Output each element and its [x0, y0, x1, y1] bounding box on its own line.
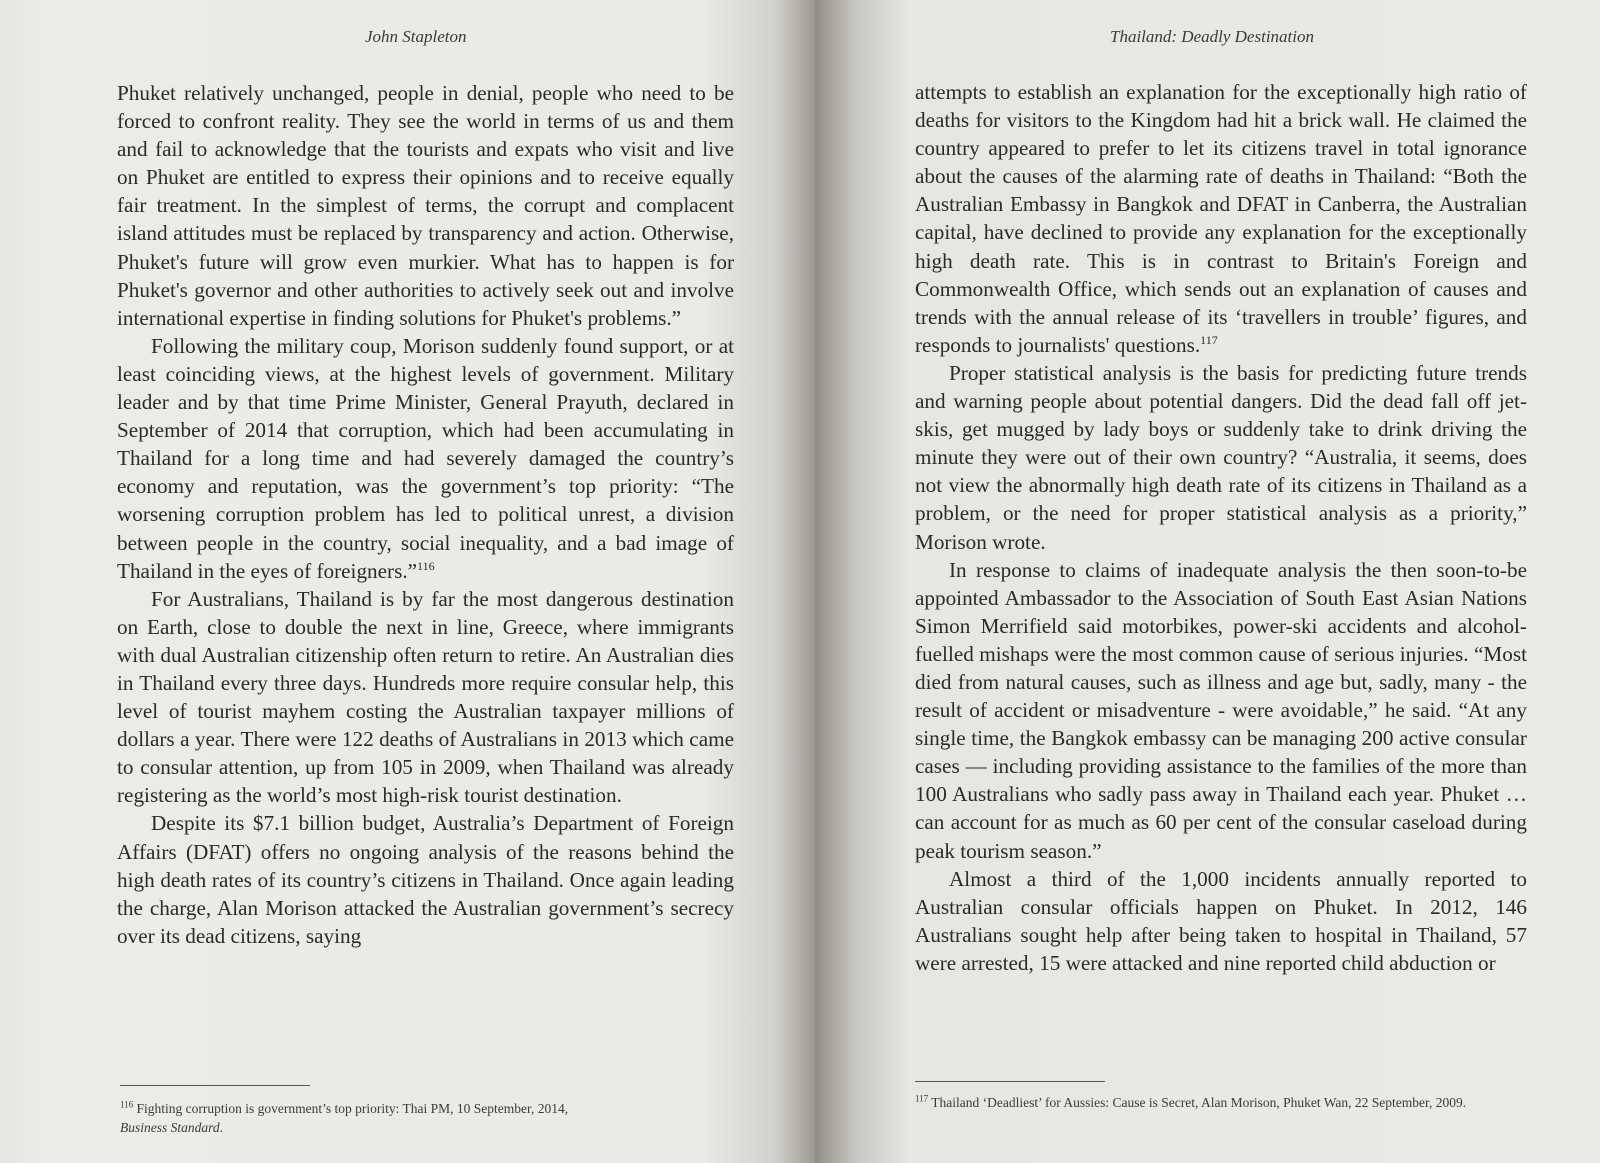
paragraph: attempts to establish an explanation for the exceptionally high ratio of deaths for visitors to the Kingdom had hit a brick wall. He claimed the country appeared to prefer to let its citizens travel in total ignorance about the causes of the alarming rate of deaths in Thailand: “Both the Australian Embassy in Bangkok and DFAT in Canberra, the Australian capital, have declined to provide any explanation for the exceptionally high death rate. This is in contrast to Britain's Foreign and Commonwealth Office, which sends out an explanation of causes and trends with the annual release of its ‘travellers in trouble’ figures, and responds to journalists' questions.$^{117}$: [915, 80, 1527, 357]
paragraph: Proper statistical analysis is the basis for predicting future trends and warning people about potential dangers. Did the dead fall off jet-skis, get mugged by lady boys or suddenly take to drink driving the minute they were out of their own country? “Australia, it seems, does not view the abnormally high death rate of its citizens in Thailand as a problem, or the need for proper statistical analysis as a priority,” Morison wrote.: [915, 360, 1527, 554]
right-footnote: $^{117}$ Thailand ‘Deadliest’ for Aussies: Cause is Secret, Alan Morison, Phuket Wan, 22 September, 2009.: [915, 1093, 1467, 1110]
footnote-marker: 117: [915, 1093, 929, 1104]
left-body-text: [117, 79, 734, 950]
paragraph: Almost a third of the 1,000 incidents annually reported to Australian consular officials happen on Phuket. In 2012, 146 Australians sought help after being taken to hospital in Thailand, 57 were arrested, 15 were attacked and nine reported child abduction or: [915, 866, 1527, 975]
paragraph: For Australians, Thailand is by far the most dangerous destination on Earth, close to double the next in line, Greece, where immigrants with dual Australian citizenship often return to retire. An Australian dies in Thailand every three days. Hundreds more require consular help, this level of tourist mayhem costing the Australian taxpayer millions of dollars a year. There were 122 deaths of Australians in 2013 which came to consular attention, up from 105 in 2009, when Thailand was already registering as the world’s most high-risk tourist destination.: [117, 586, 734, 808]
left-running-head: John Stapleton: [365, 27, 467, 46]
right-body-text: [915, 78, 1527, 977]
footnote-divider: [915, 1081, 1105, 1082]
footnote-marker: 116: [120, 1099, 134, 1110]
left-footnote: $^{116}$ Fighting corruption is government’s top priority: Thai PM, 10 September, 2014, Business Standard.: [120, 1099, 569, 1135]
paragraph: Despite its $7.1 billion budget, Australia’s Department of Foreign Affairs (DFAT) offers no ongoing analysis of the reasons behind the high death rates of its country’s citizens in Thailand. Once again leading the charge, Alan Morison attacked the Australian government’s secrecy over its dead citizens, saying: [117, 811, 734, 948]
footnote-reference: 116: [417, 558, 435, 573]
right-running-head: Thailand: Deadly Destination: [1110, 27, 1314, 46]
footnote-divider: [120, 1085, 310, 1086]
right-page: [815, 0, 1600, 1163]
footnote-source: Business Standard: [120, 1120, 220, 1135]
paragraph: Following the military coup, Morison suddenly found support, or at least coinciding views, at the highest levels of government. Military leader and by that time Prime Minister, General Prayuth, declared in September of 2014 that corruption, which had been accumulating in Thailand for a long time and had severely damaged the country’s economy and reputation, was the government’s top priority: “The worsening corruption problem has led to political unrest, a division between people in the country, social inequality, and a bad image of Thailand in the eyes of foreigners.”$^{116}$: [117, 333, 734, 583]
footnote-reference: 117: [1200, 332, 1218, 347]
paragraph: In response to claims of inadequate analysis the then soon-to-be appointed Ambassador to the Association of South East Asian Nations Simon Merrifield said motorbikes, power-ski accidents and alcohol-fuelled mishaps were the most common cause of serious injuries. “Most died from natural causes, such as illness and age but, sadly, many - the result of accident or misadventure - were avoidable,” he said. “At any single time, the Bangkok embassy can be managing 200 active consular cases — including providing assistance to the families of the more than 100 Australians who sadly pass away in Thailand each year. Phuket … can account for as much as 60 per cent of the consular caseload during peak tourism season.”: [915, 557, 1527, 863]
paragraph: Phuket relatively unchanged, people in denial, people who need to be forced to confront reality. They see the world in terms of us and them and fail to acknowledge that the tourists and expats who visit and live on Phuket are entitled to express their opinions and to receive equally fair treatment. In the simplest of terms, the corrupt and complacent island attitudes must be replaced by transparency and action. Otherwise, Phuket's future will grow even murkier. What has to happen is for Phuket's governor and other authorities to actively seek out and involve international expertise in finding solutions for Phuket's problems.”: [117, 81, 734, 330]
